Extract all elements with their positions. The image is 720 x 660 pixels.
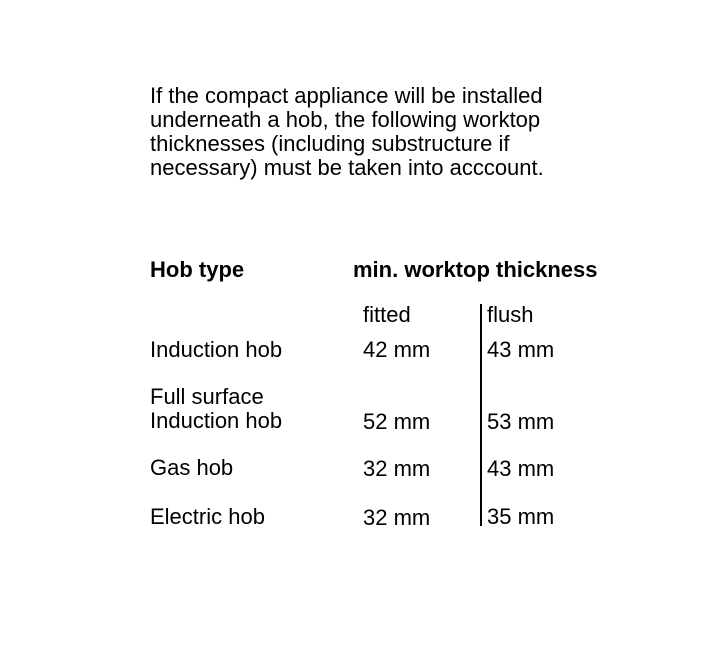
row-fitted-value: 32 mm [363,505,431,530]
row-flush-value: 43 mm [487,337,555,362]
row-type: Gas hob [150,455,234,480]
row-type: Full surface [150,384,264,409]
row-flush-value: 35 mm [487,504,555,529]
row-flush-value: 53 mm [487,409,555,434]
intro-paragraph [150,84,650,180]
header-hob-type: Hob type [150,257,245,282]
row-type: Induction hob [150,337,283,362]
row-type: Electric hob [150,504,265,529]
intro-line: If the compact appliance will be installed [150,83,543,108]
row-type: Induction hob [150,408,283,433]
subheader-flush: flush [487,302,534,327]
intro-line: thicknesses (including substructure if [150,131,510,156]
intro-line: necessary) must be taken into acccount. [150,155,544,180]
row-fitted-value: 42 mm [363,337,431,362]
row-fitted-value: 32 mm [363,456,431,481]
subheader-fitted: fitted [363,302,411,327]
row-fitted-value: 52 mm [363,409,431,434]
row-flush-value: 43 mm [487,456,555,481]
intro-line: underneath a hob, the following worktop [150,107,541,132]
column-divider [480,304,482,526]
header-min-worktop-thickness: min. worktop thickness [353,257,598,282]
